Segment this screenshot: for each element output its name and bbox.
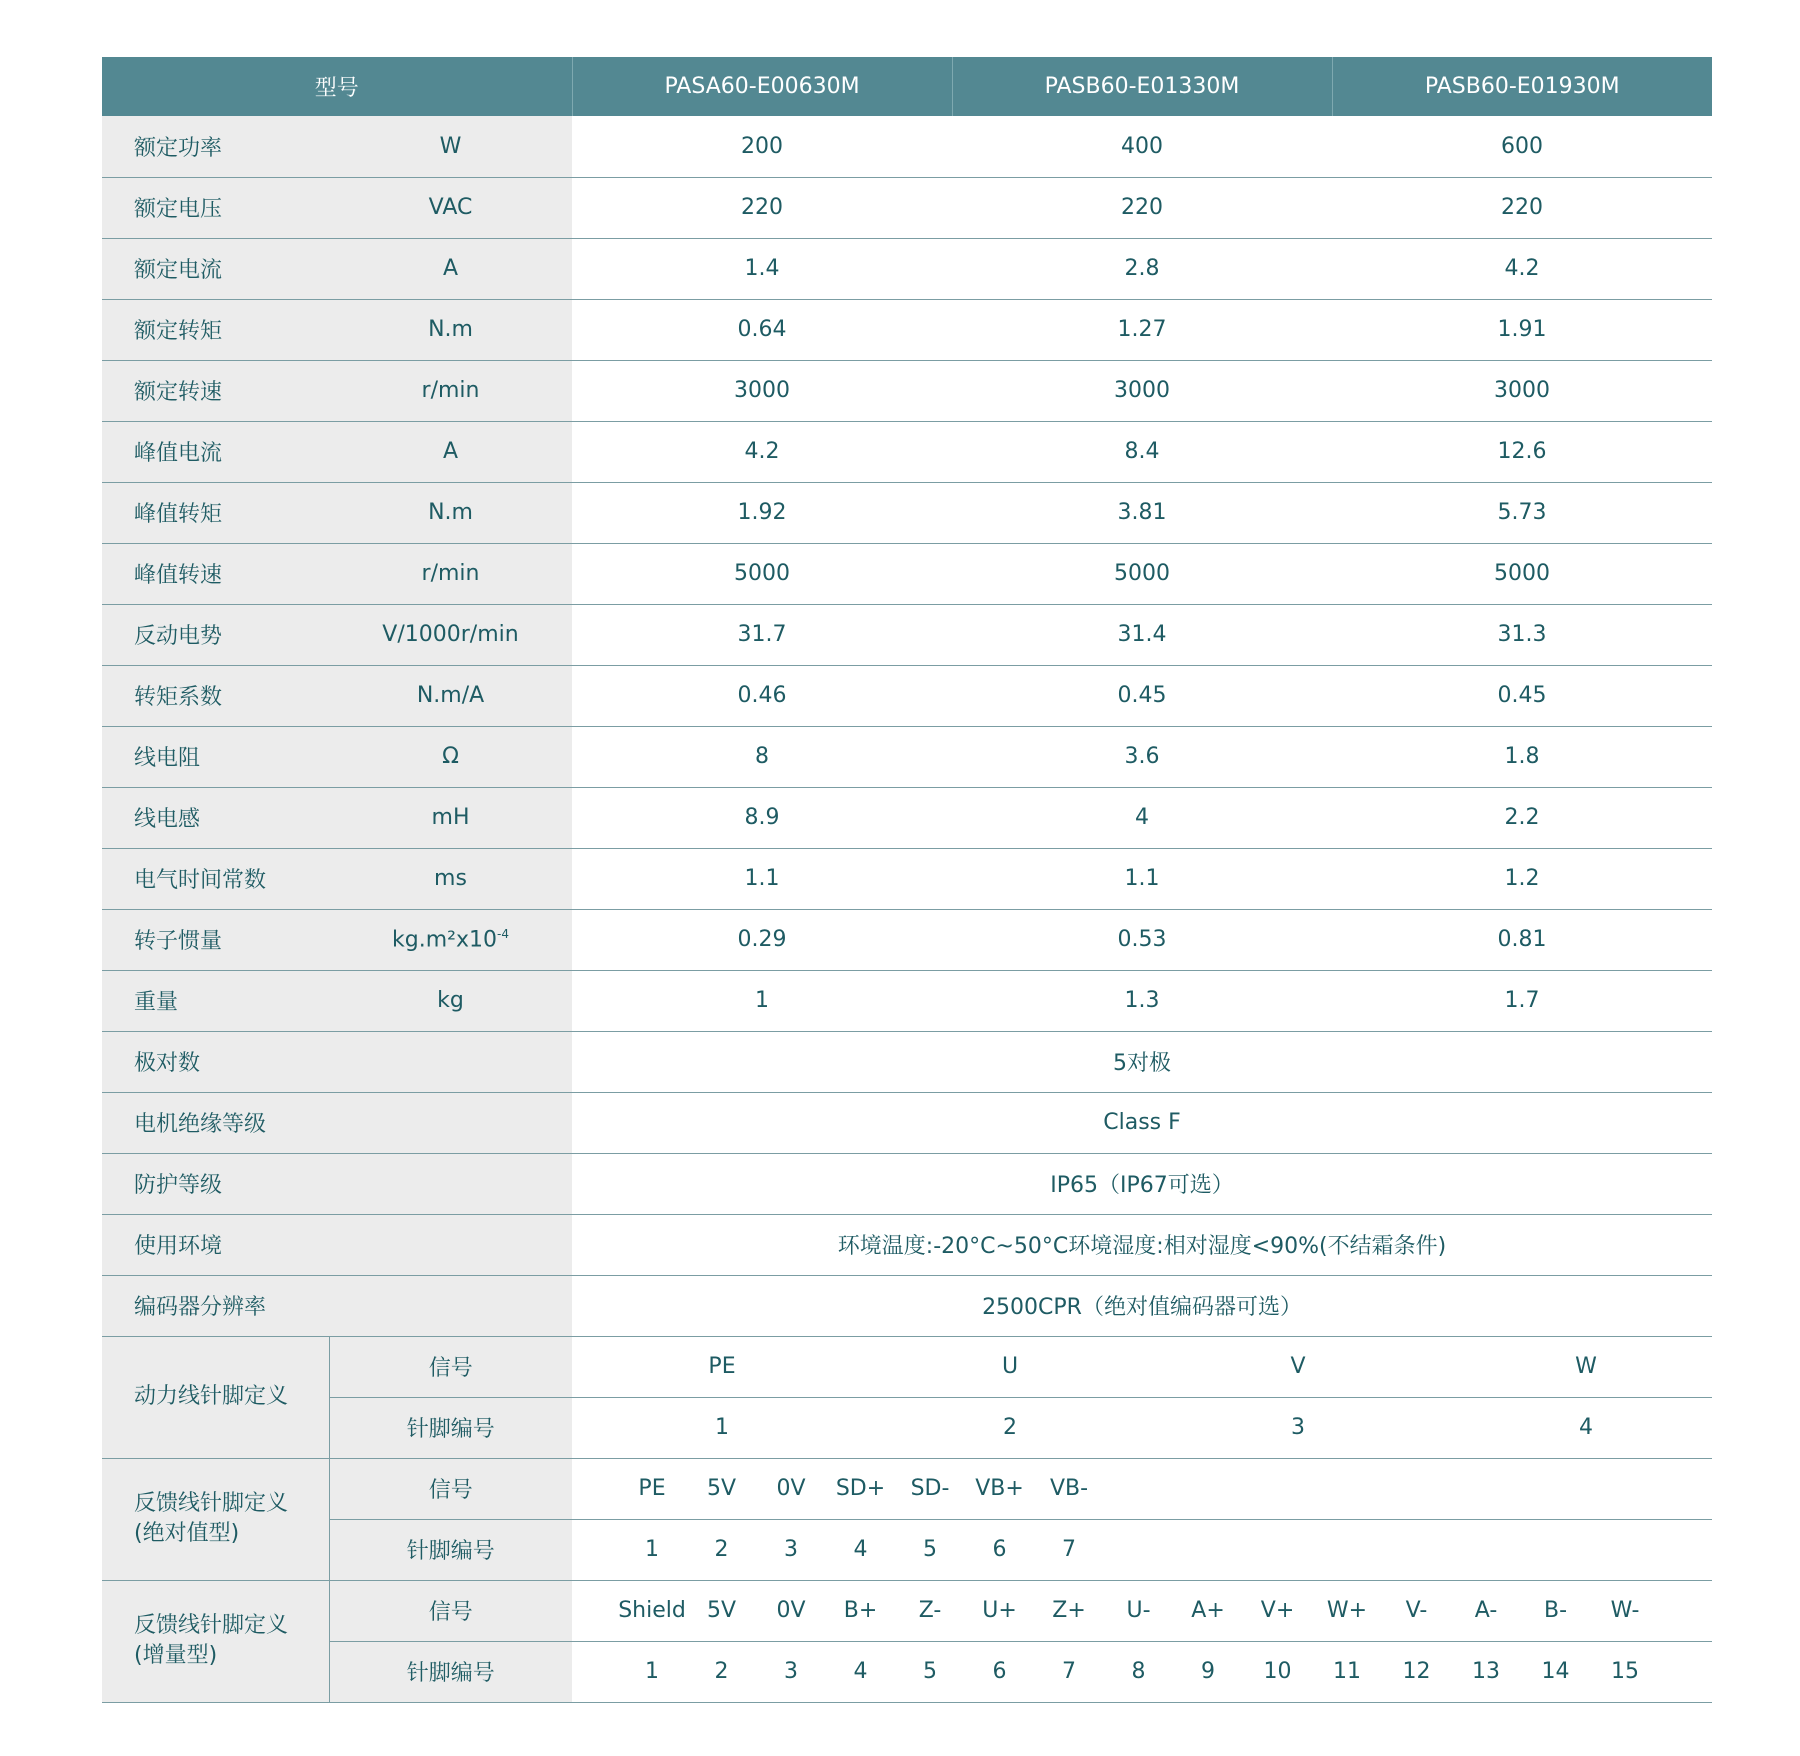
spec-label: 额定转矩 [102,299,329,360]
pin-signal: B+ [843,1598,878,1623]
spec-row-merged [102,1092,1712,1153]
pin-number: 2 [1003,1415,1018,1440]
pin-signal: U [1001,1354,1019,1379]
pin-number: 3 [784,1537,799,1562]
spec-value: 2.8 [952,238,1332,299]
pin-number: 1 [715,1415,730,1440]
spec-unit-text: W [439,133,462,159]
pin-number: 3 [1291,1415,1306,1440]
pin-group-label [102,1580,329,1702]
spec-row [102,970,1712,1031]
pin-row [102,1641,1712,1702]
pin-signals [572,1580,1712,1641]
spec-value: 0.29 [572,909,952,970]
pin-signal: V+ [1260,1598,1295,1623]
pin-group-label [102,1458,329,1580]
spec-label: 峰值转速 [102,543,329,604]
model-name: PASA60-E00630M [572,57,952,116]
pin-number: 4 [1579,1415,1594,1440]
spec-unit [329,543,572,604]
spec-unit-text: V/1000r/min [382,622,519,647]
spec-unit [329,421,572,482]
spec-unit [329,970,572,1031]
spec-label: 线电感 [102,787,329,848]
pin-signal: Z- [918,1598,942,1623]
spec-unit [329,238,572,299]
spec-value: 3.81 [952,482,1332,543]
pin-signal: 5V [706,1476,737,1501]
spec-value: 31.3 [1332,604,1712,665]
spec-row [102,299,1712,360]
spec-row-merged [102,1275,1712,1336]
pin-number: 6 [992,1659,1007,1684]
spec-value: 1.7 [1332,970,1712,1031]
spec-unit [329,848,572,909]
spec-value: 2.2 [1332,787,1712,848]
pin-number: 7 [1062,1659,1077,1684]
spec-unit-text: A [442,256,459,281]
spec-value: 12.6 [1332,421,1712,482]
spec-value: 220 [1332,177,1712,238]
spec-value: 1.92 [572,482,952,543]
spec-unit [329,116,572,177]
spec-row [102,360,1712,421]
spec-row [102,909,1712,970]
pin-numbers [572,1519,1712,1580]
spec-row [102,238,1712,299]
pin-group-label [102,1336,329,1458]
table-header-row [102,57,1712,116]
spec-unit [329,604,572,665]
pin-signal: PE [708,1354,736,1379]
pin-signal: W [1575,1354,1597,1379]
model-header: 型号 [102,57,572,116]
spec-label: 电机绝缘等级 [102,1092,572,1153]
spec-merged-value: 5对极 [572,1031,1712,1092]
pin-number: 9 [1201,1659,1216,1684]
spec-merged-value: 环境温度:-20°C~50°C环境湿度:相对湿度<90%(不结霜条件) [572,1214,1712,1275]
pin-number: 5 [923,1537,938,1562]
pin-group-subtitle: (绝对值型) [134,1521,240,1546]
spec-value: 1.8 [1332,726,1712,787]
spec-label: 反动电势 [102,604,329,665]
pin-signal: SD+ [835,1476,886,1501]
pin-signal: SD- [910,1476,950,1501]
pin-signal: Shield [618,1598,686,1623]
pin-signal: U+ [982,1598,1017,1623]
spec-label: 线电阻 [102,726,329,787]
spec-label: 额定转速 [102,360,329,421]
spec-unit-text: r/min [421,561,480,586]
spec-value: 0.53 [952,909,1332,970]
pin-number-label: 针脚编号 [329,1519,572,1580]
spec-unit-text: Ω [442,744,459,769]
spec-value: 200 [572,116,952,177]
pin-signal: VB- [1049,1476,1089,1501]
pin-number: 13 [1472,1659,1501,1684]
spec-value: 1.91 [1332,299,1712,360]
spec-table [102,57,1712,1703]
spec-unit-text: N.m/A [416,683,485,708]
spec-row [102,482,1712,543]
spec-merged-value: IP65（IP67可选） [572,1153,1712,1214]
pin-signal: V- [1405,1598,1428,1623]
spec-row [102,604,1712,665]
pin-number: 15 [1611,1659,1640,1684]
pin-signal: Z+ [1052,1598,1086,1623]
pin-number: 11 [1333,1659,1362,1684]
pin-number: 12 [1402,1659,1431,1684]
spec-unit-text: mH [431,805,470,830]
pin-row [102,1336,1712,1397]
spec-label: 防护等级 [102,1153,572,1214]
pin-signal: B- [1544,1598,1568,1623]
pin-number: 4 [853,1659,868,1684]
spec-value: 5000 [952,543,1332,604]
spec-value: 0.46 [572,665,952,726]
pin-group-subtitle: (增量型) [134,1643,218,1668]
spec-value: 1.4 [572,238,952,299]
spec-value: 0.64 [572,299,952,360]
spec-merged-value: 2500CPR（绝对值编码器可选） [572,1275,1712,1336]
pin-number: 3 [784,1659,799,1684]
spec-value: 1.2 [1332,848,1712,909]
spec-value: 1 [572,970,952,1031]
spec-value: 31.7 [572,604,952,665]
spec-value: 8.4 [952,421,1332,482]
spec-label: 额定功率 [102,116,329,177]
pin-row [102,1458,1712,1519]
spec-value: 8 [572,726,952,787]
spec-row [102,726,1712,787]
spec-unit-text: kg.m²x10 [392,927,497,953]
spec-label: 转矩系数 [102,665,329,726]
spec-label: 编码器分辨率 [102,1275,572,1336]
spec-label: 重量 [102,970,329,1031]
spec-value: 5000 [1332,543,1712,604]
pin-signal: VB+ [975,1476,1024,1501]
pin-signals [572,1336,1712,1397]
pin-signal: 0V [776,1598,806,1623]
spec-unit-text: N.m [428,500,473,525]
spec-label: 额定电压 [102,177,329,238]
spec-unit [329,726,572,787]
pin-number-label: 针脚编号 [329,1641,572,1702]
spec-unit-text: N.m [428,317,473,342]
pin-signal: A- [1474,1598,1498,1623]
spec-value: 8.9 [572,787,952,848]
spec-value: 3000 [1332,360,1712,421]
spec-row-merged [102,1214,1712,1275]
spec-row [102,848,1712,909]
spec-label: 峰值转矩 [102,482,329,543]
pin-signal: 5V [706,1598,737,1623]
spec-unit-text: A [442,439,459,464]
pin-number: 8 [1131,1659,1146,1684]
pin-number: 2 [714,1659,729,1684]
spec-value: 0.45 [1332,665,1712,726]
spec-value: 4 [952,787,1332,848]
pin-signal: A+ [1191,1598,1225,1623]
spec-unit [329,482,572,543]
spec-value: 0.81 [1332,909,1712,970]
pin-numbers [572,1641,1712,1702]
pin-signal: W- [1610,1598,1640,1623]
spec-row-merged [102,1153,1712,1214]
pin-row [102,1519,1712,1580]
spec-value: 0.45 [952,665,1332,726]
spec-label: 峰值电流 [102,421,329,482]
spec-merged-value: Class F [572,1092,1712,1153]
pin-number: 1 [645,1659,660,1684]
signal-label: 信号 [329,1458,572,1519]
pin-signal: V [1290,1354,1306,1379]
pin-number-label: 针脚编号 [329,1397,572,1458]
spec-label: 使用环境 [102,1214,572,1275]
model-name: PASB60-E01330M [952,57,1332,116]
spec-unit [329,665,572,726]
spec-unit-exponent: -4 [497,926,509,941]
spec-unit-text: ms [434,866,467,891]
pin-group-title: 反馈线针脚定义 [134,1491,289,1517]
spec-value: 1.27 [952,299,1332,360]
spec-value: 400 [952,116,1332,177]
spec-value: 5.73 [1332,482,1712,543]
spec-row [102,116,1712,177]
spec-unit-text: kg [437,988,464,1013]
spec-value: 1.1 [952,848,1332,909]
spec-row [102,543,1712,604]
spec-unit-text: VAC [428,195,473,220]
spec-value: 600 [1332,116,1712,177]
pin-signal: 0V [776,1476,806,1501]
spec-unit [329,909,572,970]
spec-value: 3.6 [952,726,1332,787]
signal-label: 信号 [329,1580,572,1641]
spec-value: 31.4 [952,604,1332,665]
spec-value: 220 [952,177,1332,238]
pin-number: 5 [923,1659,938,1684]
spec-row-merged [102,1031,1712,1092]
model-name: PASB60-E01930M [1332,57,1712,116]
pin-numbers [572,1397,1712,1458]
spec-unit-text: r/min [421,378,480,403]
spec-unit [329,177,572,238]
spec-unit [329,787,572,848]
spec-value: 3000 [572,360,952,421]
pin-signal: W+ [1326,1598,1368,1623]
spec-value: 1.1 [572,848,952,909]
spec-value: 4.2 [572,421,952,482]
pin-signal: U- [1126,1598,1151,1623]
spec-row [102,421,1712,482]
spec-unit [329,360,572,421]
spec-label: 额定电流 [102,238,329,299]
signal-label: 信号 [329,1336,572,1397]
spec-row [102,787,1712,848]
spec-value: 1.3 [952,970,1332,1031]
spec-value: 3000 [952,360,1332,421]
spec-label: 极对数 [102,1031,572,1092]
spec-label: 转子惯量 [102,909,329,970]
pin-number: 7 [1062,1537,1077,1562]
spec-unit [329,299,572,360]
spec-label: 电气时间常数 [102,848,329,909]
pin-number: 14 [1541,1659,1570,1684]
pin-signal: PE [638,1476,666,1501]
spec-row [102,177,1712,238]
pin-number: 4 [853,1537,868,1562]
pin-number: 6 [992,1537,1007,1562]
spec-value: 5000 [572,543,952,604]
pin-group-title: 动力线针脚定义 [134,1384,289,1410]
pin-number: 2 [714,1537,729,1562]
pin-number: 1 [645,1537,660,1562]
pin-row [102,1580,1712,1641]
pin-signals [572,1458,1712,1519]
spec-value: 220 [572,177,952,238]
spec-value: 4.2 [1332,238,1712,299]
pin-row [102,1397,1712,1458]
pin-group-title: 反馈线针脚定义 [134,1613,289,1639]
spec-row [102,665,1712,726]
pin-number: 10 [1263,1659,1292,1684]
